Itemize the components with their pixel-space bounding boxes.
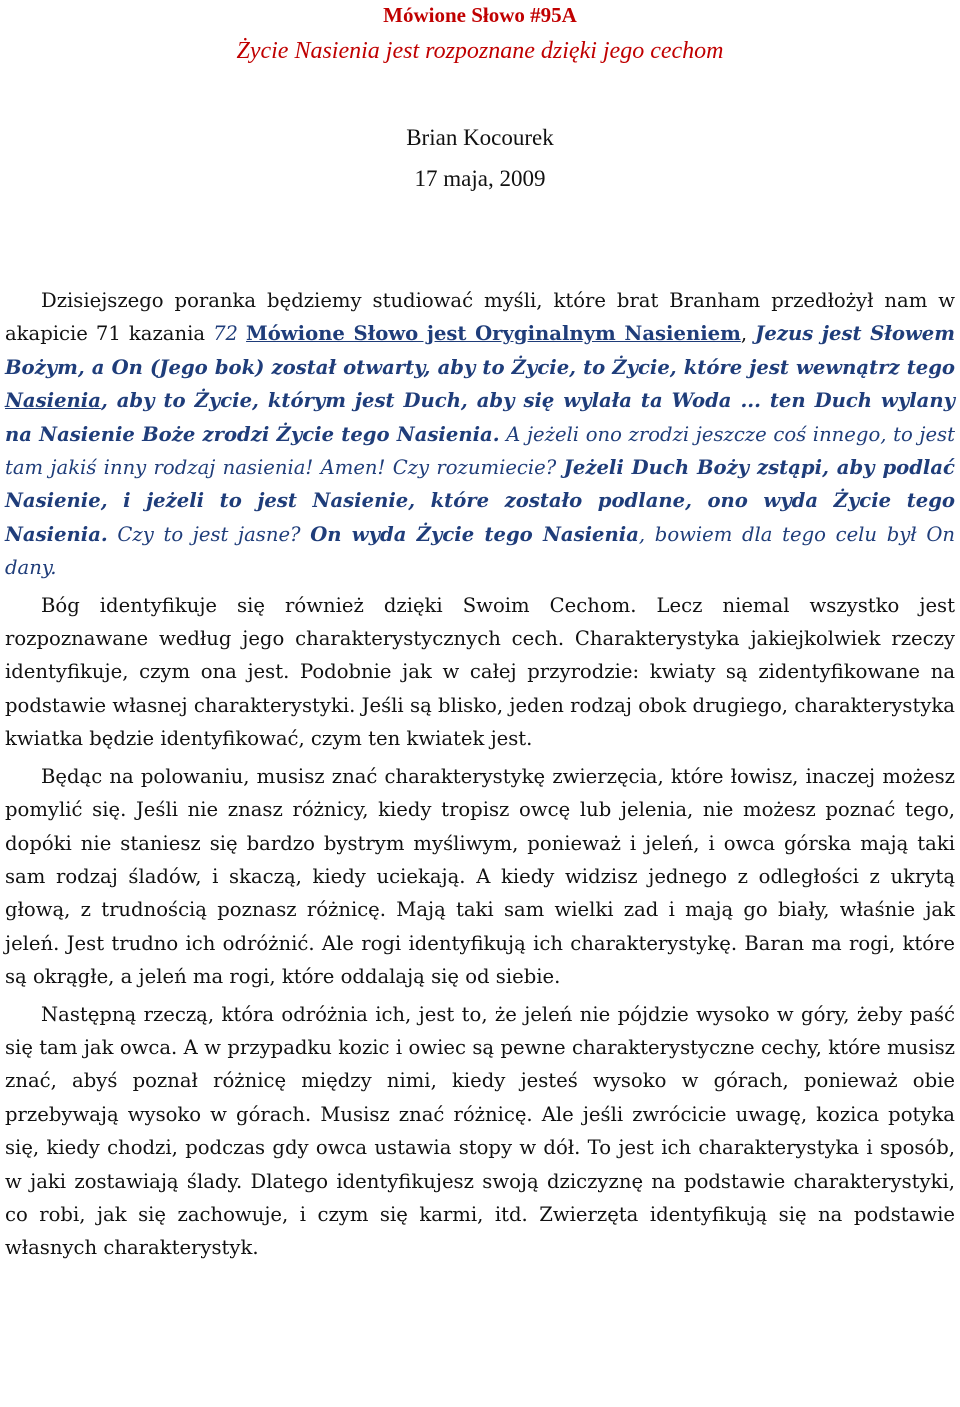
quote-bold-italic-2: On wyda Życie tego Nasienia	[310, 522, 639, 546]
quote-underlined: Nasienia	[5, 389, 101, 413]
sermon-number: 72	[213, 322, 247, 346]
quote-italic-3: , bowiem dla tego celu był On dany.	[5, 522, 955, 580]
paragraph-identity: Bóg identyfikuje się również dzięki Swoim Cechom. Lecz niemal wszystko jest rozpoznawane według jego charakterystycznych cech. Charakterystyka jakiejkolwiek rzeczy identyfikuje, czym ona jest. Podobnie jak w całej przyrodzie: kwiaty są zidentyfikowane na podstawie własnej charakterystyki. Jeśli są blisko, jeden rodzaj obok drugiego, charakterystyka kwiatka będzie identyfikować, czym ten kwiatek jest.	[5, 593, 955, 751]
document-body	[5, 284, 955, 1269]
document-subtitle: Życie Nasienia jest rozpoznane dzięki jego cechom	[236, 38, 724, 64]
quote-part-2: On (Jego bok) został otwarty, aby to Życie, to Życie, które jest wewnątrz tego	[111, 355, 955, 379]
quote-bold-italic-1: Jeżeli Duch Boży zstąpi, aby podlać Nasienie, i jeżeli to jest Nasienie, które zostało podlane, ono wyda Życie tego Nasienia.	[5, 456, 955, 546]
series-title: Mówione Słowo #95A	[383, 3, 577, 27]
quote-italic-1: A jeżeli ono zrodzi jeszcze coś innego, to jest tam jakiś inny rodzaj nasienia! Amen! Czy rozumiecie?	[5, 422, 955, 480]
intro-text: Dzisiejszego poranka będziemy studiować myśli, które brat Branham przedłożył nam w akapicie 71 kazania	[5, 289, 955, 346]
paragraph-intro	[5, 284, 955, 585]
paragraph-mountains: Następną rzeczą, która odróżnia ich, jest to, że jeleń nie pójdzie wysoko w góry, żeby paść się tam jak owca. A w przypadku kozic i owiec są pewne charakterystyczne cechy, które musisz znać, abyś poznał różnicę między nimi, kiedy jesteś wysoko w górach, ponieważ obie przebywają wysoko w górach. Musisz znać różnicę. Ale jeśli zwrócicie uwagę, kozica potyka się, kiedy chodzi, podczas gdy owca ustawia stopy w dół. To jest ich charakterystyka i sposób, w jaki zostawiają ślady. Dlatego identyfikujesz swoją dziczyznę na podstawie charakterystyki, co robi, jak się zachowuje, i czym się karmi, itd. Zwierzęta identyfikują się na podstawie własnych charakterystyk.	[5, 1002, 955, 1260]
quote-italic-2: Czy to jest jasne?	[107, 522, 311, 546]
document-date: 17 maja, 2009	[414, 166, 546, 191]
quote-part-1: Jezus jest Słowem Bożym, a	[5, 322, 955, 379]
separator: ,	[740, 322, 756, 346]
sermon-title: Mówione Słowo jest Oryginalnym Nasieniem	[246, 322, 741, 346]
quote-part-3: , aby to Życie, którym jest Duch, aby się wylała ta Woda ... ten Duch wylany na Nasienie Boże zrodzi Życie tego Nasienia.	[5, 389, 955, 446]
author-name: Brian Kocourek	[406, 125, 554, 150]
paragraph-hunting: Będąc na polowaniu, musisz znać charakterystykę zwierzęcia, które łowisz, inaczej możesz pomylić się. Jeśli nie znasz różnicy, kiedy tropisz owcę lub jelenia, nie możesz poznać tego, dopóki nie staniesz się bardzo bystrym myśliwym, ponieważ i jeleń, i owca górska mają taki sam rodzaj śladów, i skaczą, kiedy uciekają. A kiedy widzisz jednego z odległości z ukrytą głową, z trudnością poznasz różnicę. Mają taki sam wielki zad i mają go biały, właśnie jak jeleń. Jest trudno ich odróżnić. Ale rogi identyfikują ich charakterystykę. Baran ma rogi, które są okrągłe, a jeleń ma rogi, które oddalają się od siebie.	[5, 764, 955, 989]
